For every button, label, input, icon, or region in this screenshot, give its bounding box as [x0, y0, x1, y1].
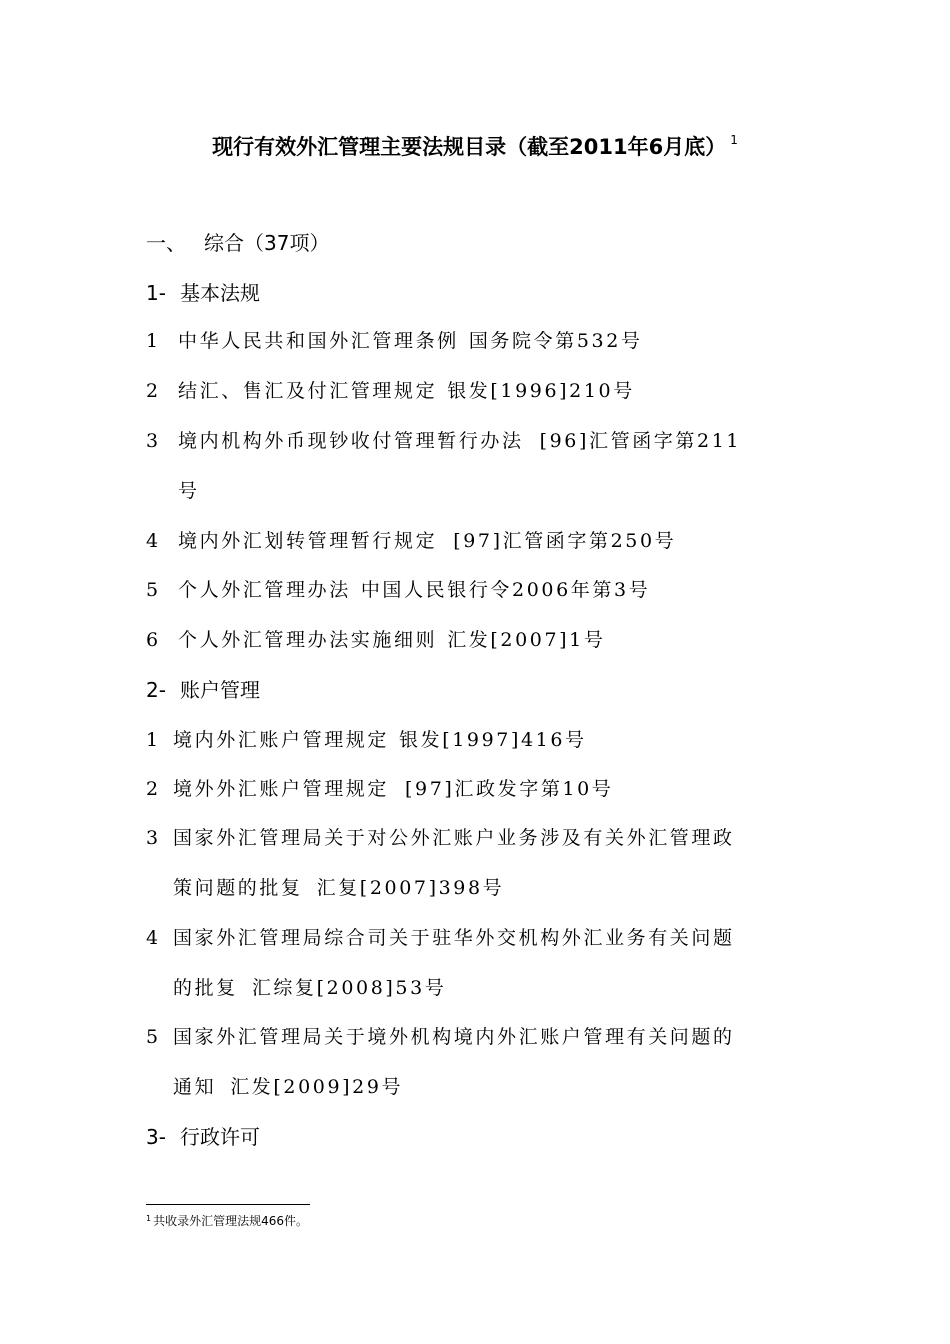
item-name: 中华人民共和国外汇管理条例 — [178, 330, 459, 352]
section-heading-general — [146, 228, 329, 258]
item-name: 境内外汇账户管理规定 — [173, 729, 390, 751]
footnote-mark: 1 — [146, 1214, 152, 1223]
item-number: 6 — [146, 629, 161, 651]
item-number: 5 — [146, 579, 161, 601]
list-item-continuation — [173, 873, 504, 903]
list-item — [146, 823, 735, 853]
subsection-heading-administrative-licensing — [146, 1122, 260, 1152]
item-name: 境内机构外币现钞收付管理暂行办法 — [178, 430, 524, 452]
list-item-continuation — [173, 1072, 403, 1102]
item-reference: 银发[1997]416号 — [399, 729, 587, 751]
item-name: 国家外汇管理局关于对公外汇账户业务涉及有关外汇管理政 — [173, 827, 735, 849]
item-reference: 汇综复[2008]53号 — [251, 977, 447, 999]
item-reference-continuation: 号 — [178, 480, 200, 502]
item-name: 个人外汇管理办法实施细则 — [178, 629, 438, 651]
list-item — [146, 774, 613, 804]
subsection-label: 基本法规 — [180, 281, 260, 305]
list-item — [146, 426, 741, 456]
list-item — [146, 326, 642, 356]
item-reference: [97]汇管函字第250号 — [453, 530, 677, 552]
item-name-continuation: 通知 — [173, 1076, 217, 1098]
footnote — [146, 1210, 308, 1230]
item-number: 1 — [146, 330, 161, 352]
item-number: 5 — [146, 1026, 161, 1048]
subsection-number: 2- — [146, 678, 166, 702]
item-name: 境内外汇划转管理暂行规定 — [178, 530, 438, 552]
item-number: 2 — [146, 380, 161, 402]
subsection-label: 行政许可 — [180, 1125, 260, 1149]
section-label: 综合（37项） — [204, 231, 330, 255]
item-reference: 汇发[2009]29号 — [230, 1076, 404, 1098]
item-name: 国家外汇管理局综合司关于驻华外交机构外汇业务有关问题 — [173, 927, 735, 949]
document-title-text: 现行有效外汇管理主要法规目录（截至2011年6月底） — [212, 135, 727, 159]
list-item — [146, 625, 605, 655]
list-item — [146, 1022, 735, 1052]
document-title — [0, 124, 950, 163]
subsection-heading-account-management — [146, 675, 260, 705]
item-name: 个人外汇管理办法 — [178, 579, 351, 601]
item-reference: 银发[1996]210号 — [447, 380, 635, 402]
footnote-separator — [146, 1204, 310, 1205]
item-number: 3 — [146, 430, 161, 452]
subsection-number: 3- — [146, 1125, 166, 1149]
section-number: 一、 — [146, 231, 186, 255]
item-name: 结汇、售汇及付汇管理规定 — [178, 380, 438, 402]
item-number: 1 — [146, 729, 161, 751]
item-reference: 中国人民银行令2006年第3号 — [360, 579, 651, 601]
subsection-label: 账户管理 — [180, 678, 260, 702]
subsection-heading-basic-regulations — [146, 278, 260, 308]
subsection-number: 1- — [146, 281, 166, 305]
list-item-continuation — [173, 973, 446, 1003]
item-name-continuation: 的批复 — [173, 977, 238, 999]
title-footnote-mark[interactable]: 1 — [730, 133, 738, 147]
list-item — [146, 575, 650, 605]
item-reference: [97]汇政发字第10号 — [405, 778, 614, 800]
item-name-continuation: 策问题的批复 — [173, 877, 303, 899]
item-number: 4 — [146, 927, 161, 949]
item-reference: 汇发[2007]1号 — [447, 629, 606, 651]
list-item-continuation — [178, 476, 200, 506]
footnote-text: 共收录外汇管理法规466件。 — [153, 1214, 308, 1228]
item-reference: 国务院令第532号 — [468, 330, 643, 352]
list-item — [146, 725, 587, 755]
list-item — [146, 923, 735, 953]
item-name: 国家外汇管理局关于境外机构境内外汇账户管理有关问题的 — [173, 1026, 735, 1048]
item-name: 境外外汇账户管理规定 — [173, 778, 390, 800]
item-number: 4 — [146, 530, 161, 552]
list-item — [146, 376, 635, 406]
item-number: 2 — [146, 778, 161, 800]
item-reference: 汇复[2007]398号 — [316, 877, 505, 899]
item-number: 3 — [146, 827, 161, 849]
list-item — [146, 526, 676, 556]
item-reference: [96]汇管函字第211 — [539, 430, 742, 452]
